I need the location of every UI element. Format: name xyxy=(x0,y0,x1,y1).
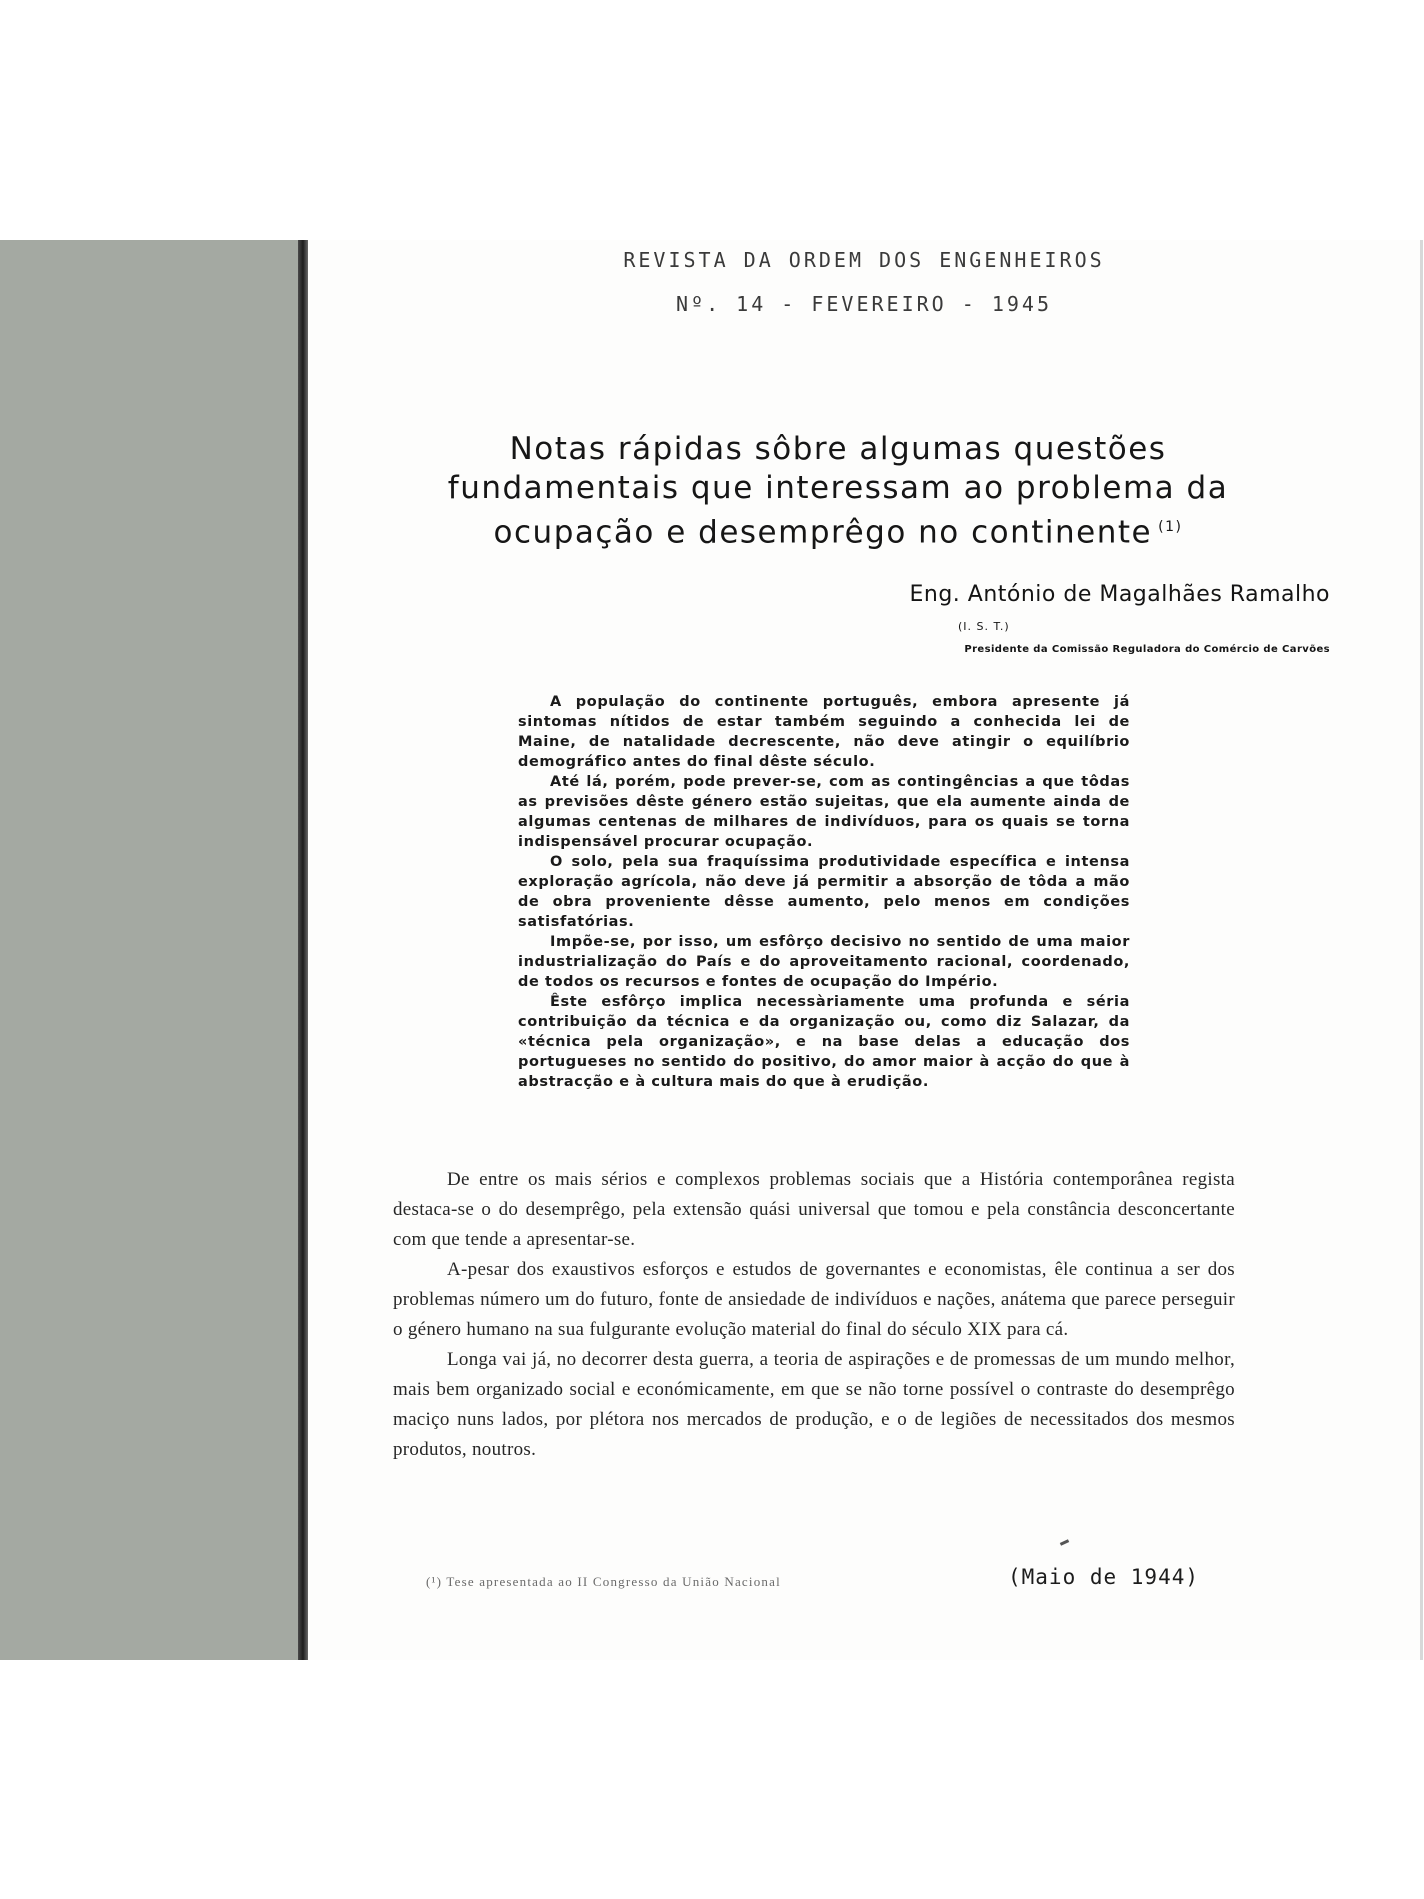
article-page xyxy=(308,240,1423,1660)
footnote: (¹) Tese apresentada ao II Congresso da União Nacional xyxy=(426,1574,781,1589)
title-footnote-marker: (1) xyxy=(1158,519,1183,535)
summary-paragraph: Êste esfôrço implica necessàriamente uma profunda e séria contribuição da técnica e da organização ou, como diz Salazar, da «técnica pela organização», e na base delas a educação dos portugueses no sentido do positivo, do amor maior à acção do que à abstracção e à cultura mais do que à erudição. xyxy=(518,994,1130,1090)
date-stamp: (Maio de 1944) xyxy=(1008,1565,1200,1589)
body-paragraph: De entre os mais sérios e complexos problemas sociais que a História contemporânea regista destaca-se o do desemprêgo, pela extensão quási universal que tomou e pela constância desconcertante com que tende a apresentar-se. xyxy=(393,1169,1235,1250)
stray-mark xyxy=(1060,1539,1069,1546)
author-role: Presidente da Comissão Reguladora do Comércio de Carvões xyxy=(964,644,1330,655)
journal-name: REVISTA DA ORDEM DOS ENGENHEIROS xyxy=(623,248,1105,272)
issue-line: Nº. 14 - FEVEREIRO - 1945 xyxy=(675,292,1053,316)
summary-paragraph: O solo, pela sua fraquíssima produtividade específica e intensa exploração agrícola, não deve já permitir a absorção de tôda a mão de obra proveniente dêsse aumento, pelo menos em condições satisfatórias. xyxy=(518,854,1130,930)
page-edge-shadow xyxy=(298,240,308,1660)
facing-blank-page xyxy=(0,240,304,1660)
body-paragraph: Longa vai já, no decorrer desta guerra, a teoria de aspirações e de promessas de um mundo melhor, mais bem organizado social e económicamente, em que se não torne possível o contraste do desemprêgo maciço nuns lados, por plétora nos mercados de produção, e o de legiões de necessitados dos mesmos produtos, noutros. xyxy=(393,1349,1235,1460)
article-title xyxy=(398,430,1278,552)
article-body xyxy=(393,1165,1235,1465)
author-credentials: (I. S. T.) xyxy=(958,620,1010,633)
body-paragraph: A-pesar dos exaustivos esforços e estudos de governantes e economistas, êle continua a ser dos problemas número um do futuro, fonte de ansiedade de indivíduos e nações, anátema que parece perseguir o género humano na sua fulgurante evolução material do final do século XIX para cá. xyxy=(393,1259,1235,1340)
summary-paragraph: Até lá, porém, pode prever-se, com as contingências a que tôdas as previsões dêste género estão sujeitas, que ela aumente ainda de algumas centenas de milhares de indivíduos, para os quais se torna indispensável procurar ocupação. xyxy=(518,774,1130,850)
scanned-spread xyxy=(0,240,1424,1660)
summary-paragraph: Impõe-se, por isso, um esfôrço decisivo no sentido de uma maior industrialização do País e do aproveitamento racional, coordenado, de todos os recursos e fontes de ocupação do Império. xyxy=(518,934,1130,990)
article-title-text: Notas rápidas sôbre algumas questões fundamentais que interessam ao problema da ocupação e desemprêgo no continente xyxy=(447,431,1229,551)
article-summary xyxy=(518,692,1130,1092)
summary-paragraph: A população do continente português, embora apresente já sintomas nítidos de estar também seguindo a conhecida lei de Maine, de natalidade decrescente, não deve atingir o equilíbrio demográfico antes do final dêste século. xyxy=(518,694,1130,770)
author-name: Eng. António de Magalhães Ramalho xyxy=(909,582,1330,607)
